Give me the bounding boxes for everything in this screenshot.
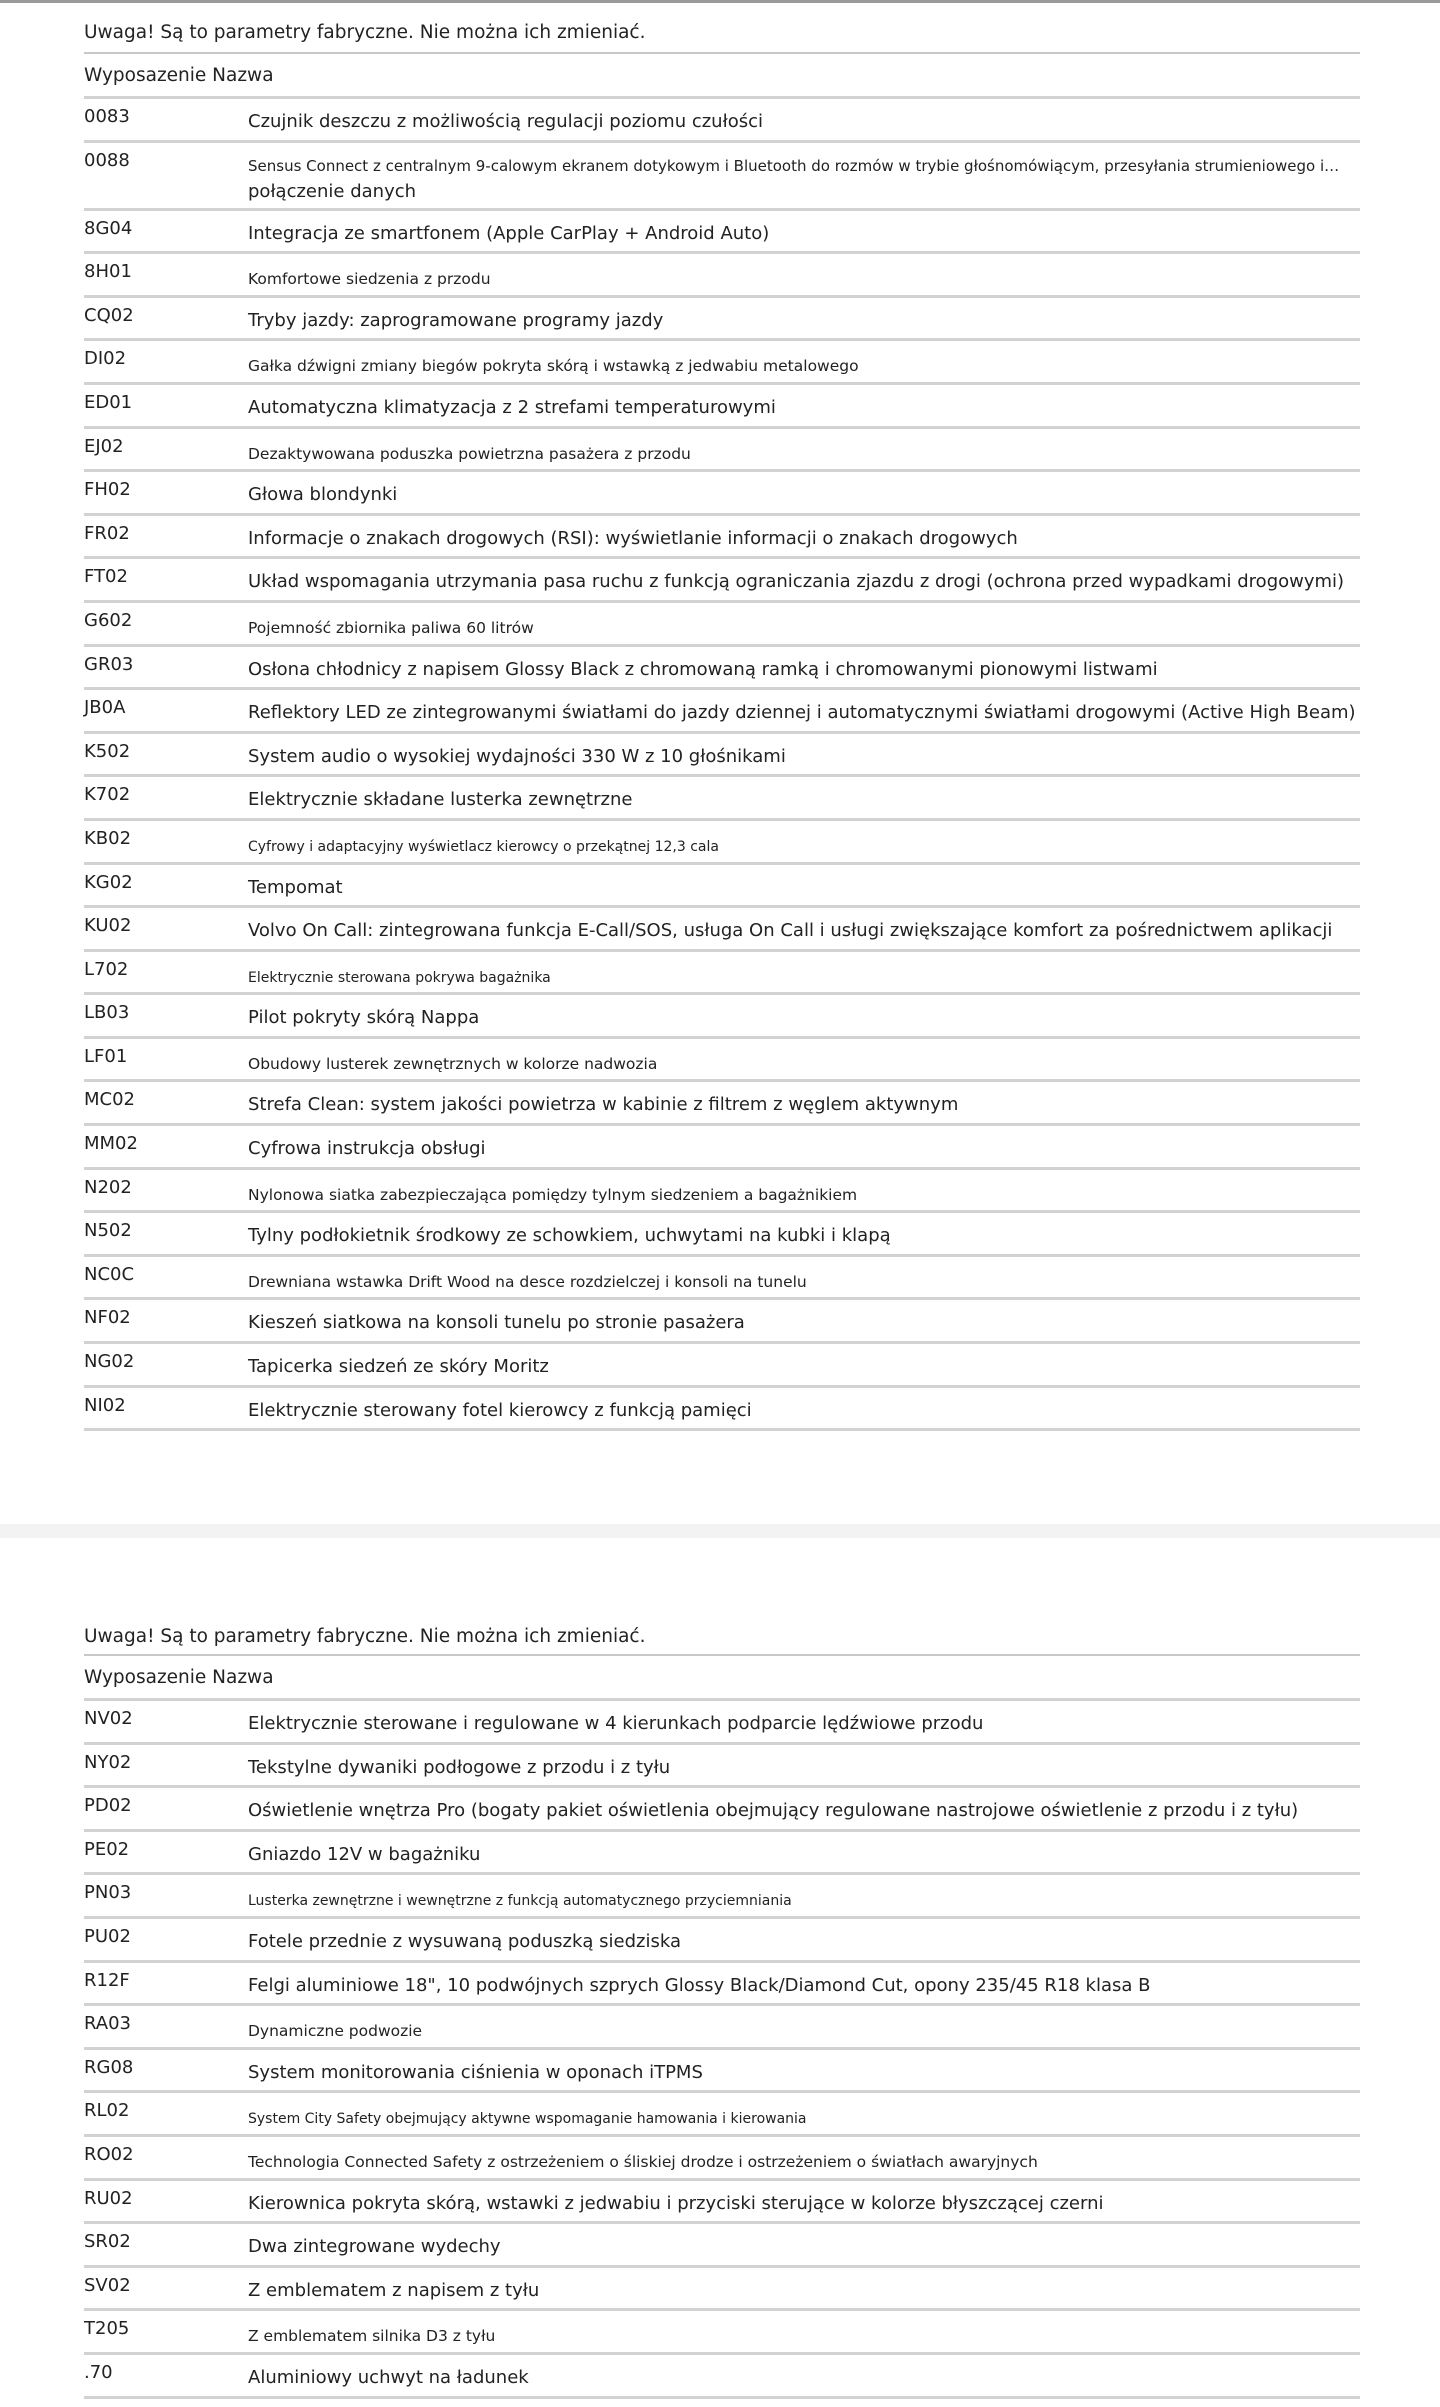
- table-row: [0, 338, 1440, 382]
- table-row: [0, 2134, 1440, 2178]
- table-row: [0, 1167, 1440, 1211]
- equipment-name: Elektrycznie sterowane i regulowane w 4 kierunkach podparcie lędźwiowe przodu: [248, 1713, 984, 1734]
- equipment-code: RO02: [84, 2143, 134, 2165]
- equipment-code: K702: [84, 784, 131, 806]
- table-row: [0, 2308, 1440, 2352]
- table-row: [0, 426, 1440, 470]
- equipment-table: [0, 1698, 1440, 2399]
- equipment-code: ED01: [84, 391, 133, 413]
- equipment-code: EJ02: [84, 435, 124, 457]
- equipment-code: PU02: [84, 1925, 131, 1947]
- table-row: [0, 1254, 1440, 1298]
- equipment-name: Pojemność zbiornika paliwa 60 litrów: [248, 618, 534, 637]
- equipment-code: KG02: [84, 871, 133, 893]
- equipment-code: 8G04: [84, 217, 133, 239]
- equipment-name: Automatyczna klimatyzacja z 2 strefami temperaturowymi: [248, 396, 776, 418]
- table-row: [0, 556, 1440, 600]
- table-row: [0, 1079, 1440, 1123]
- table-row: [0, 1698, 1440, 1742]
- equipment-name: Pilot pokryty skórą Nappa: [248, 1007, 480, 1029]
- equipment-name: Kierownica pokryta skórą, wstawki z jedwabiu i przyciski sterujące w kolorze błyszczącej czerni: [248, 2192, 1104, 2214]
- table-row: [0, 251, 1440, 295]
- equipment-code: DI02: [84, 348, 127, 370]
- equipment-name: Z emblematem silnika D3 z tyłu: [248, 2327, 496, 2346]
- equipment-name: Tapicerka siedzeń ze skóry Moritz: [248, 1356, 549, 1378]
- table-row: [0, 2352, 1440, 2396]
- equipment-name: Informacje o znakach drogowych (RSI): wyświetlanie informacji o znakach drogowych: [248, 527, 1018, 549]
- table-row: [0, 2265, 1440, 2309]
- equipment-code: KB02: [84, 827, 132, 849]
- equipment-code: SV02: [84, 2274, 131, 2296]
- table-row: [0, 513, 1440, 557]
- equipment-code: PE02: [84, 1838, 130, 1860]
- equipment-name: System City Safety obejmujący aktywne wspomaganie hamowania i kierowania: [248, 2111, 807, 2128]
- equipment-code: LB03: [84, 1002, 130, 1024]
- equipment-name: Z emblematem z napisem z tyłu: [248, 2279, 540, 2301]
- table-row: [0, 2090, 1440, 2134]
- equipment-name: Volvo On Call: zintegrowana funkcja E-Call/SOS, usługa On Call i usługi zwiększające komfort za pośrednictwem aplikacji: [248, 920, 1333, 942]
- table-header: Wyposazenie Nazwa: [84, 65, 274, 86]
- equipment-name: Osłona chłodnicy z napisem Glossy Black z chromowaną ramką i chromowanymi pionowymi listwami: [248, 658, 1158, 680]
- equipment-code: MC02: [84, 1089, 136, 1111]
- equipment-name: Fotele przednie z wysuwaną poduszką siedziska: [248, 1930, 681, 1952]
- table-row: [0, 2178, 1440, 2222]
- table-row: [0, 1036, 1440, 1080]
- equipment-name: Aluminiowy uchwyt na ładunek: [248, 2366, 529, 2388]
- table-row: [0, 644, 1440, 688]
- equipment-code: CQ02: [84, 304, 134, 326]
- table-row: [0, 2221, 1440, 2265]
- equipment-code: FH02: [84, 479, 131, 501]
- equipment-name: Felgi aluminiowe 18", 10 podwójnych szprych Glossy Black/Diamond Cut, opony 235/45 R18 klasa B: [248, 1974, 1151, 1996]
- equipment-code: RG08: [84, 2056, 134, 2078]
- equipment-table: [0, 96, 1440, 1431]
- table-row: [0, 469, 1440, 513]
- equipment-name: Dynamiczne podwozie: [248, 2022, 423, 2041]
- equipment-code: 0088: [84, 149, 130, 171]
- table-end-divider: [84, 1428, 1360, 1431]
- equipment-name: Cyfrowy i adaptacyjny wyświetlacz kierowcy o przekątnej 12,3 cala: [248, 838, 719, 855]
- equipment-code: FR02: [84, 522, 130, 544]
- equipment-code: LF01: [84, 1045, 128, 1067]
- equipment-name: Strefa Clean: system jakości powietrza w kabinie z filtrem z węglem aktywnym: [248, 1094, 959, 1116]
- equipment-name: Czujnik deszczu z możliwością regulacji poziomu czułości: [248, 111, 763, 132]
- equipment-code: NG02: [84, 1351, 135, 1373]
- table-row: [0, 1742, 1440, 1786]
- table-row: [0, 687, 1440, 731]
- equipment-code: NY02: [84, 1751, 132, 1773]
- table-row: [0, 818, 1440, 862]
- equipment-code: NF02: [84, 1307, 131, 1329]
- equipment-code: L702: [84, 958, 129, 980]
- equipment-code: NI02: [84, 1394, 126, 1416]
- table-row: [0, 1785, 1440, 1829]
- equipment-name: Kieszeń siatkowa na konsoli tunelu po stronie pasażera: [248, 1312, 745, 1334]
- divider: [84, 52, 1360, 54]
- equipment-code: KU02: [84, 915, 132, 937]
- equipment-code: RL02: [84, 2100, 130, 2122]
- table-row: [0, 208, 1440, 252]
- table-row: [0, 992, 1440, 1036]
- equipment-code: PD02: [84, 1795, 132, 1817]
- table-row: [0, 1210, 1440, 1254]
- table-row: [0, 295, 1440, 339]
- equipment-code: JB0A: [84, 697, 126, 719]
- equipment-name: Elektrycznie sterowany fotel kierowcy z funkcją pamięci: [248, 1399, 752, 1421]
- top-border: [0, 0, 1440, 3]
- table-row: [0, 600, 1440, 644]
- table-row: [0, 2003, 1440, 2047]
- divider: [84, 1654, 1360, 1656]
- equipment-name: Cyfrowa instrukcja obsługi: [248, 1138, 486, 1160]
- equipment-name: Elektrycznie sterowana pokrywa bagażnika: [248, 969, 551, 986]
- equipment-code: N202: [84, 1176, 132, 1198]
- table-row: [0, 1341, 1440, 1385]
- table-row: [0, 1123, 1440, 1167]
- equipment-name: Tempomat: [248, 876, 343, 898]
- equipment-name: System audio o wysokiej wydajności 330 W z 10 głośnikami: [248, 745, 786, 767]
- equipment-name: Elektrycznie składane lusterka zewnętrzne: [248, 789, 633, 811]
- table-end-divider: [84, 2396, 1360, 2399]
- equipment-name: Tekstylne dywaniki podłogowe z przodu i z tyłu: [248, 1756, 671, 1778]
- factory-warning: Uwaga! Są to parametry fabryczne. Nie można ich zmieniać.: [84, 22, 646, 43]
- table-row: [0, 1916, 1440, 1960]
- table-row: [0, 1960, 1440, 2004]
- table-row: [0, 2047, 1440, 2091]
- equipment-code: NV02: [84, 1708, 133, 1729]
- equipment-name: Komfortowe siedzenia z przodu: [248, 270, 491, 289]
- table-row: [0, 1385, 1440, 1429]
- equipment-code: 8H01: [84, 261, 132, 283]
- section-separator: [0, 1524, 1440, 1538]
- equipment-name: Oświetlenie wnętrza Pro (bogaty pakiet oświetlenia obejmujący regulowane nastrojowe oświetlenie z przodu i z tyłu): [248, 1800, 1299, 1822]
- equipment-name: Gałka dźwigni zmiany biegów pokryta skórą i wstawką z jedwabiu metalowego: [248, 357, 859, 376]
- equipment-name: Gniazdo 12V w bagażniku: [248, 1843, 481, 1865]
- table-row: [0, 774, 1440, 818]
- equipment-name: Reflektory LED ze zintegrowanymi światłami do jazdy dziennej i automatycznymi światłami drogowymi (Active High Beam): [248, 702, 1356, 724]
- equipment-name: Tylny podłokietnik środkowy ze schowkiem, uchwytami na kubki i klapą: [248, 1225, 891, 1247]
- table-row: [0, 1872, 1440, 1916]
- equipment-code: T205: [84, 2318, 130, 2340]
- table-row: [0, 905, 1440, 949]
- table-row: [0, 1829, 1440, 1873]
- equipment-code: GR03: [84, 653, 134, 675]
- equipment-name: Dwa zintegrowane wydechy: [248, 2236, 501, 2258]
- equipment-name: Integracja ze smartfonem (Apple CarPlay + Android Auto): [248, 222, 770, 244]
- equipment-name: Układ wspomagania utrzymania pasa ruchu z funkcją ograniczania zjazdu z drogi (ochrona przed wypadkami drogowymi): [248, 571, 1345, 593]
- table-row: [0, 1297, 1440, 1341]
- equipment-code: 0083: [84, 106, 130, 127]
- table-row: [0, 949, 1440, 993]
- table-row: [0, 382, 1440, 426]
- equipment-code: PN03: [84, 1882, 132, 1904]
- equipment-name: Technologia Connected Safety z ostrzeżeniem o śliskiej drodze i ostrzeżeniem o światłach awaryjnych: [248, 2152, 1038, 2171]
- equipment-name: Tryby jazdy: zaprogramowane programy jazdy: [248, 309, 664, 331]
- equipment-name: Drewniana wstawka Drift Wood na desce rozdzielczej i konsoli na tunelu: [248, 1272, 807, 1291]
- equipment-code: RU02: [84, 2187, 133, 2209]
- equipment-name: System monitorowania ciśnienia w oponach iTPMS: [248, 2061, 703, 2083]
- table-header: Wyposazenie Nazwa: [84, 1667, 274, 1688]
- equipment-name: Obudowy lusterek zewnętrznych w kolorze nadwozia: [248, 1054, 658, 1073]
- equipment-code: K502: [84, 740, 131, 762]
- equipment-code: SR02: [84, 2231, 131, 2253]
- equipment-name: Nylonowa siatka zabezpieczająca pomiędzy tylnym siedzeniem a bagażnikiem: [248, 1185, 858, 1204]
- equipment-code: G602: [84, 609, 133, 631]
- equipment-code: FT02: [84, 566, 128, 588]
- equipment-code: MM02: [84, 1133, 138, 1155]
- equipment-name-continued: połączenie danych: [248, 180, 417, 202]
- equipment-name: Sensus Connect z centralnym 9-calowym ekranem dotykowym i Bluetooth do rozmów w trybie głośnomówiącym, przesyłania strumieniowego i…: [248, 156, 1340, 175]
- equipment-name: Lusterka zewnętrzne i wewnętrzne z funkcją automatycznego przyciemniania: [248, 1893, 792, 1910]
- equipment-name: Głowa blondynki: [248, 484, 398, 506]
- equipment-code: NC0C: [84, 1263, 135, 1285]
- equipment-code: RA03: [84, 2013, 131, 2035]
- equipment-name: Dezaktywowana poduszka powietrzna pasażera z przodu: [248, 444, 691, 463]
- table-row: [0, 140, 1440, 208]
- factory-warning: Uwaga! Są to parametry fabryczne. Nie można ich zmieniać.: [84, 1626, 646, 1647]
- table-row: [0, 862, 1440, 906]
- equipment-code: N502: [84, 1220, 132, 1242]
- equipment-code: R12F: [84, 1969, 130, 1991]
- equipment-code: .70: [84, 2361, 113, 2383]
- table-row: [0, 96, 1440, 140]
- table-row: [0, 731, 1440, 775]
